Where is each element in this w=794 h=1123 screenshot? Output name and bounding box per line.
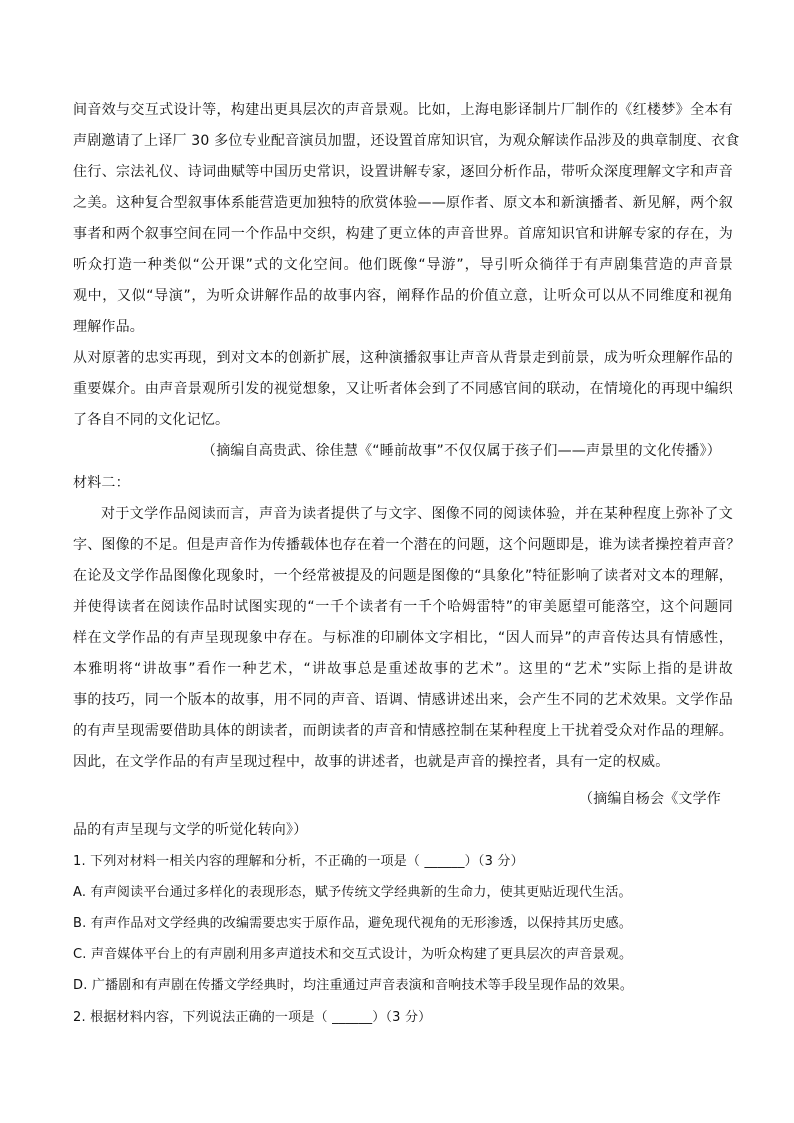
source-citation: （摘编自高贵武、徐佳慧《“睡前故事”不仅仅属于孩子们——声景里的文化传播》） — [201, 443, 721, 459]
answer-option-b: B. 有声作品对文学经典的改编需要忠实于原作品，避免现代视角的无形渗透，以保持其历史感。 — [73, 916, 632, 931]
source-citation-continued: 品的有声呈现与文学的听觉化转向》） — [73, 822, 308, 838]
paragraph-line: 间音效与交互式设计等，构建出更具层次的声音景观。比如，上海电影译制片厂制作的《红楼梦》全本有 — [73, 102, 733, 118]
paragraph-line: 字、图像的不足。但是声音作为传播载体也存在着一个潜在的问题，这个问题即是，谁为读者操控着声音？ — [73, 537, 741, 553]
question-2: 2. 根据材料内容，下列说法正确的一项是（ ______）（3 分） — [73, 1010, 432, 1025]
paragraph-line: 在论及文学作品图像化现象时，一个经常被提及的问题是图像的“具象化”特征影响了读者对文本的理解， — [73, 568, 733, 584]
paragraph-line: 样在文学作品的有声呈现现象中存在。与标准的印刷体文字相比，“因人而异”的声音传达具有情感性， — [73, 630, 733, 646]
paragraph-line: 对于文学作品阅读而言，声音为读者提供了与文字、图像不同的阅读体验，并在某种程度上弥补了文 — [101, 506, 733, 522]
source-citation: （摘编自杨会《文学作 — [579, 791, 721, 807]
paragraph-line: 并使得读者在阅读作品时试图实现的“一千个读者有一千个哈姆雷特”的审美愿望可能落空，这个问题同 — [73, 599, 733, 615]
paragraph-line: 因此，在文学作品的有声呈现过程中，故事的讲述者，也就是声音的操控者，具有一定的权威。 — [73, 754, 670, 770]
answer-option-a: A. 有声阅读平台通过多样化的表现形态，赋予传统文学经典新的生命力，使其更贴近现代生活。 — [73, 885, 632, 900]
paragraph-line: 理解作品。 — [73, 319, 144, 335]
paragraph-line: 了各自不同的文化记忆。 — [73, 412, 230, 428]
paragraph-line: 事者和两个叙事空间在同一个作品中交织，构建了更立体的声音世界。首席知识官和讲解专家的存在，为 — [73, 226, 733, 242]
paragraph-line: 从对原著的忠实再现，到对文本的创新扩展，这种演播叙事让声音从背景走到前景，成为听众理解作品的 — [73, 350, 733, 366]
paragraph-line: 听众打造一种类似“公开课”式的文化空间。他们既像“导游”，导引听众徜徉于有声剧集营造的声音景 — [73, 257, 733, 273]
section-heading: 材料二： — [73, 475, 130, 491]
paragraph-line: 重要媒介。由声音景观所引发的视觉想象，又让听者体会到了不同感官间的联动，在情境化的再现中编织 — [73, 381, 733, 397]
paragraph-line: 的有声呈现需要借助具体的朗读者，而朗读者的声音和情感控制在某种程度上干扰着受众对作品的理解。 — [73, 723, 733, 739]
paragraph-line: 住行、宗法礼仪、诗词曲赋等中国历史常识，设置讲解专家，逐回分析作品，带听众深度理解文字和声音 — [73, 164, 733, 180]
paragraph-line: 观中，又似“导演”，为听众讲解作品的故事内容，阐释作品的价值立意，让听众可以从不同维度和视角 — [73, 288, 733, 304]
paragraph-line: 之美。这种复合型叙事体系能营造更加独特的欣赏体验——原作者、原文本和新演播者、新见解，两个叙 — [73, 195, 733, 211]
answer-option-d: D. 广播剧和有声剧在传播文学经典时，均注重通过声音表演和音响技术等手段呈现作品的效果。 — [73, 978, 634, 993]
paragraph-line: 本雅明将“讲故事”看作一种艺术，“讲故事总是重述故事的艺术”。这里的“艺术”实际上指的是讲故 — [73, 661, 733, 677]
paragraph-line: 事的技巧，同一个版本的故事，用不同的声音、语调、情感讲述出来，会产生不同的艺术效果。文学作品 — [73, 692, 733, 708]
paragraph-line: 声剧邀请了上译厂 30 多位专业配音演员加盟，还设置首席知识官，为观众解读作品涉及的典章制度、衣食 — [73, 133, 740, 149]
answer-option-c: C. 声音媒体平台上的有声剧利用多声道技术和交互式设计，为听众构建了更具层次的声音景观。 — [73, 947, 633, 962]
question-1: 1. 下列对材料一相关内容的理解和分析，不正确的一项是（ ______）（3 分） — [73, 854, 524, 869]
